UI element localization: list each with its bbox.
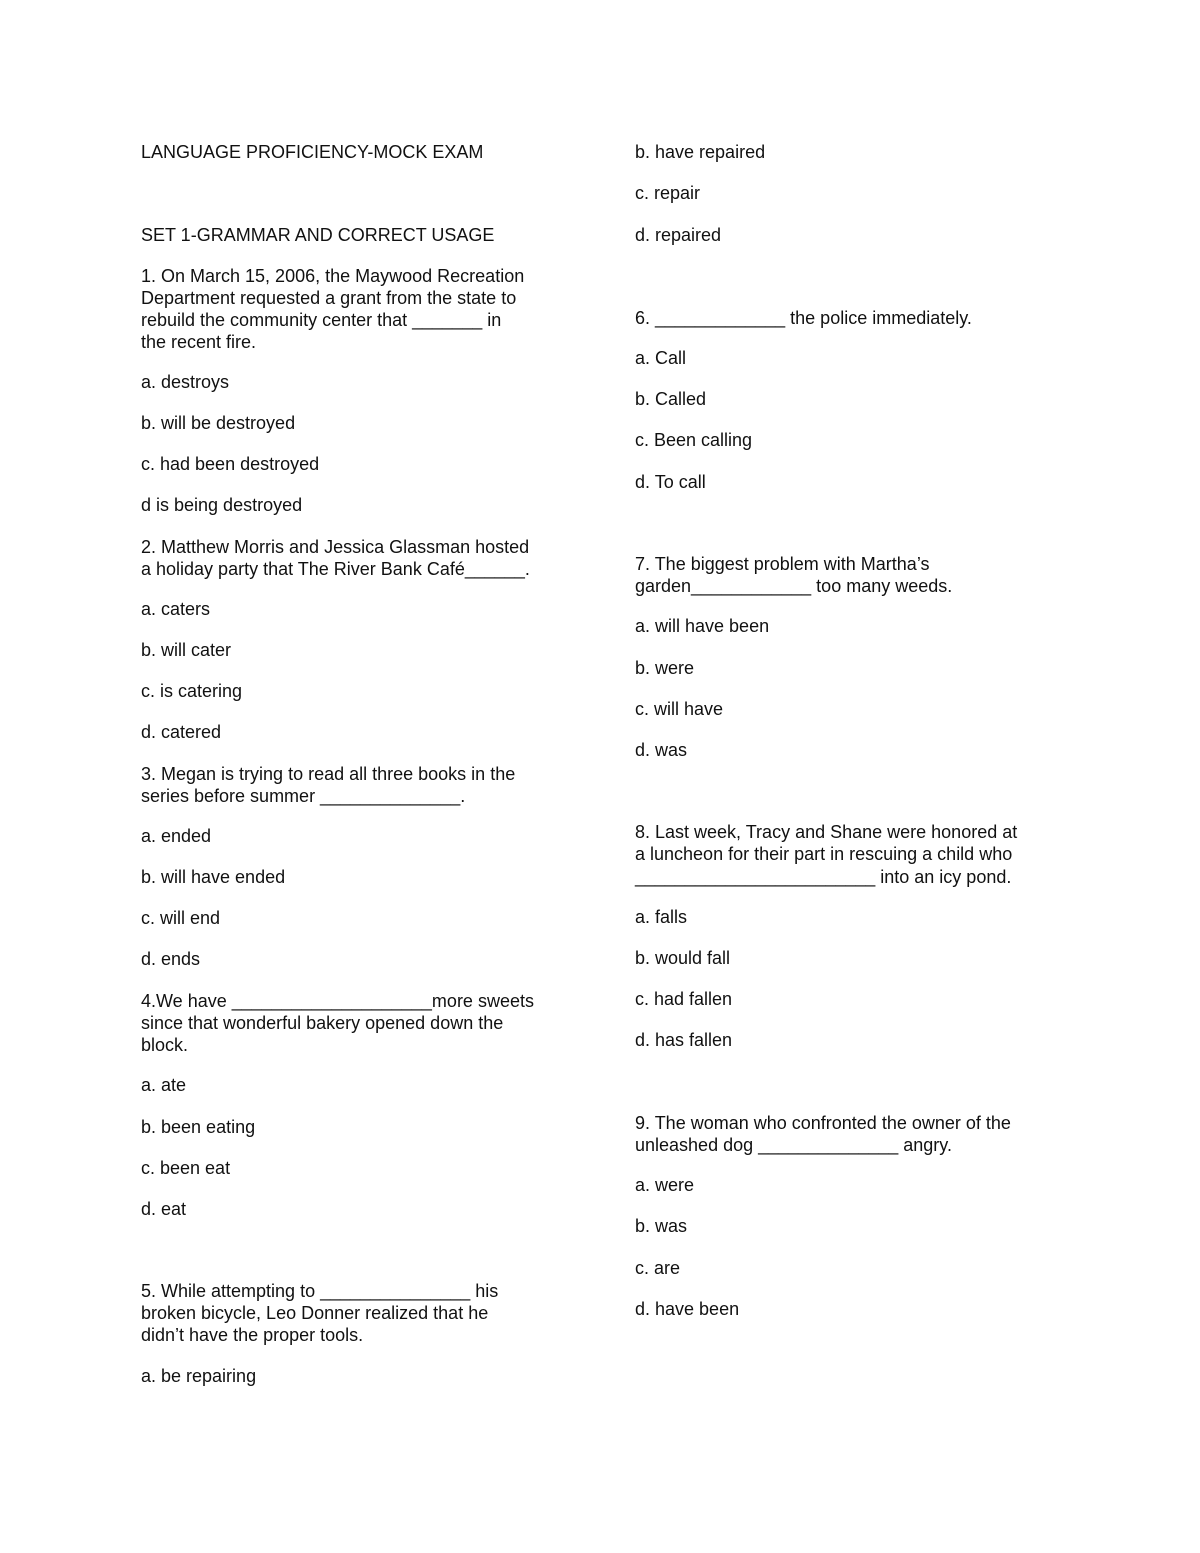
question-4-stem-line: block. [141,1035,189,1055]
question-5-option-a: a. be repairing [141,1366,257,1386]
question-8-option-c: c. had fallen [635,989,733,1009]
question-8-stem-line: ________________________ into an icy pond. [635,867,1012,887]
question-9-option-b: b. was [635,1216,688,1236]
question-9-option-c: c. are [635,1258,681,1278]
question-6-option-a: a. Call [635,348,687,368]
question-1-option-d: d is being destroyed [141,495,303,515]
question-5-option-c: c. repair [635,183,701,203]
question-7-stem-line: 7. The biggest problem with Martha’s [635,554,930,574]
question-8-stem-line: 8. Last week, Tracy and Shane were honored at [635,822,1018,842]
question-4-stem-line: 4.We have ____________________more sweets [141,991,534,1011]
question-3-option-c: c. will end [141,908,221,928]
question-7-option-a: a. will have been [635,616,770,636]
question-4-option-d: d. eat [141,1199,187,1219]
question-2-option-d: d. catered [141,722,222,742]
question-3-option-b: b. will have ended [141,867,286,887]
question-5-stem-line: broken bicycle, Leo Donner realized that he [141,1303,489,1323]
question-2-option-a: a. caters [141,599,211,619]
question-5-stem-line: 5. While attempting to _______________ his [141,1281,499,1301]
question-1-option-c: c. had been destroyed [141,454,320,474]
question-3-option-d: d. ends [141,949,201,969]
question-4-option-a: a. ate [141,1075,187,1095]
question-4-option-c: c. been eat [141,1158,231,1178]
question-3-stem-line: 3. Megan is trying to read all three books in the [141,764,516,784]
question-7-option-b: b. were [635,658,695,678]
question-1-stem-line: the recent fire. [141,332,257,352]
question-7-option-c: c. will have [635,699,724,719]
question-7-option-d: d. was [635,740,688,760]
question-2-stem-line: 2. Matthew Morris and Jessica Glassman hosted [141,537,530,557]
question-6-option-b: b. Called [635,389,707,409]
question-8-stem-line: a luncheon for their part in rescuing a child who [635,844,1013,864]
question-1-stem-line: rebuild the community center that _______ in [141,310,502,330]
question-8-option-b: b. would fall [635,948,731,968]
question-5-option-d: d. repaired [635,225,722,245]
question-4-stem-line: since that wonderful bakery opened down the [141,1013,504,1033]
question-1-option-b: b. will be destroyed [141,413,296,433]
question-5-option-b: b. have repaired [635,142,766,162]
question-3-option-a: a. ended [141,826,212,846]
question-8-option-a: a. falls [635,907,688,927]
set-title: SET 1-GRAMMAR AND CORRECT USAGE [141,225,495,245]
question-2-option-b: b. will cater [141,640,232,660]
question-2-option-c: c. is catering [141,681,243,701]
question-5-stem-line: didn’t have the proper tools. [141,1325,364,1345]
question-6-stem-line: 6. _____________ the police immediately. [635,308,972,328]
question-9-option-d: d. have been [635,1299,740,1319]
question-2-stem-line: a holiday party that The River Bank Café______. [141,559,530,579]
question-1-stem-line: 1. On March 15, 2006, the Maywood Recreation [141,266,525,286]
question-9-option-a: a. were [635,1175,695,1195]
question-9-stem-line: unleashed dog ______________ angry. [635,1135,952,1155]
question-1-option-a: a. destroys [141,372,230,392]
question-4-option-b: b. been eating [141,1117,256,1137]
question-6-option-d: d. To call [635,472,706,492]
exam-title: LANGUAGE PROFICIENCY-MOCK EXAM [141,142,484,162]
question-1-stem-line: Department requested a grant from the state to [141,288,517,308]
question-8-option-d: d. has fallen [635,1030,733,1050]
question-9-stem-line: 9. The woman who confronted the owner of the [635,1113,1011,1133]
question-7-stem-line: garden____________ too many weeds. [635,576,953,596]
question-3-stem-line: series before summer ______________. [141,786,466,806]
question-6-option-c: c. Been calling [635,430,753,450]
